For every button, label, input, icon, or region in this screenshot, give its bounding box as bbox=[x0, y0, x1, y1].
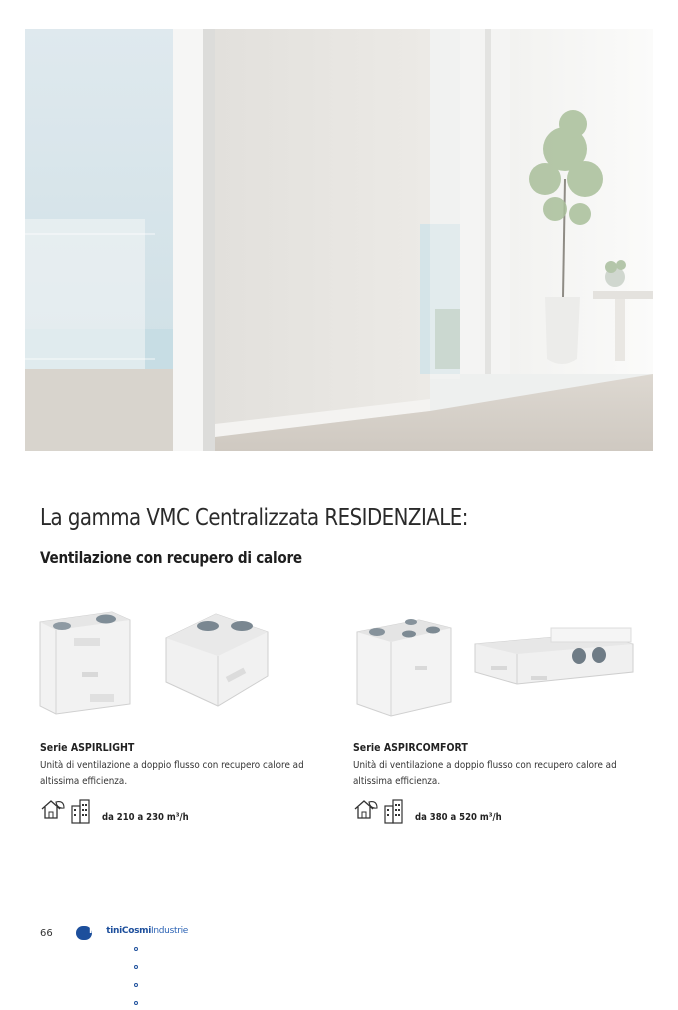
building-icon bbox=[383, 798, 405, 829]
product-name: Serie ASPIRCOMFORT bbox=[353, 742, 468, 754]
product-images bbox=[26, 602, 326, 722]
logo-brand-light: Industrie bbox=[151, 926, 189, 936]
product-description: Unità di ventilazione a doppio flusso con recupero calore ad altissima efficienza. bbox=[40, 760, 304, 787]
logo-dots-icon bbox=[134, 938, 139, 1010]
page-headline: La gamma VMC Centralizzata RESIDENZIALE: bbox=[40, 505, 468, 531]
logo-wordmark bbox=[89, 926, 188, 936]
aspirlight-front-image bbox=[26, 602, 136, 720]
product-name: Serie ASPIRLIGHT bbox=[40, 742, 135, 754]
airflow-range: da 210 a 230 m³/h bbox=[102, 812, 189, 823]
airflow-range: da 380 a 520 m³/h bbox=[415, 812, 502, 823]
house-leaf-icon bbox=[40, 798, 66, 825]
aspirlight-side-image bbox=[156, 602, 276, 720]
product-card-aspirlight bbox=[26, 602, 326, 823]
section-subheadline: Ventilazione con recupero di calore bbox=[40, 548, 302, 567]
product-description: Unità di ventilazione a doppio flusso con recupero calore ad altissima efficienza. bbox=[353, 760, 617, 787]
product-card-aspircomfort bbox=[339, 602, 639, 823]
page-number: 66 bbox=[40, 928, 53, 939]
aspircomfort-side-image bbox=[471, 622, 636, 712]
house-leaf-icon bbox=[353, 798, 379, 825]
product-images bbox=[339, 602, 639, 722]
aspircomfort-front-image bbox=[349, 602, 459, 720]
hero-interior-photo bbox=[25, 29, 653, 451]
logo-brand-bold: FantiniCosmi bbox=[89, 926, 151, 936]
building-icon bbox=[70, 798, 92, 829]
